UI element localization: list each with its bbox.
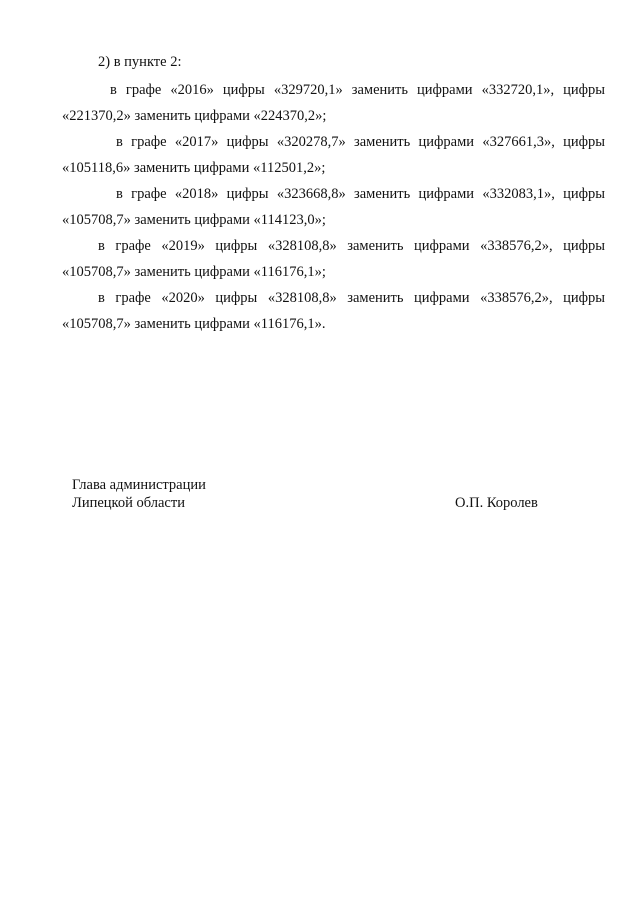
signatory-name: О.П. Королев: [455, 495, 538, 511]
paragraph-2017-line1: в графе «2017» цифры «320278,7» заменить цифрами «327661,3», цифры: [116, 134, 605, 150]
signatory-position-line1: Глава администрации: [72, 477, 206, 493]
paragraph-2019-line2: «105708,7» заменить цифрами «116176,1»;: [62, 264, 326, 280]
paragraph-2016-line1: в графе «2016» цифры «329720,1» заменить цифрами «332720,1», цифры: [110, 82, 605, 98]
paragraph-2020-line2: «105708,7» заменить цифрами «116176,1».: [62, 316, 326, 332]
paragraph-2016-line2: «221370,2» заменить цифрами «224370,2»;: [62, 108, 327, 124]
paragraph-2018-line1: в графе «2018» цифры «323668,8» заменить цифрами «332083,1», цифры: [116, 186, 605, 202]
paragraph-2018-line2: «105708,7» заменить цифрами «114123,0»;: [62, 212, 326, 228]
signatory-position-line2: Липецкой области: [72, 495, 185, 511]
subitem-heading: 2) в пункте 2:: [98, 54, 182, 70]
paragraph-2019-line1: в графе «2019» цифры «328108,8» заменить цифрами «338576,2», цифры: [98, 238, 605, 254]
paragraph-2020-line1: в графе «2020» цифры «328108,8» заменить цифрами «338576,2», цифры: [98, 290, 605, 306]
paragraph-2017-line2: «105118,6» заменить цифрами «112501,2»;: [62, 160, 326, 176]
